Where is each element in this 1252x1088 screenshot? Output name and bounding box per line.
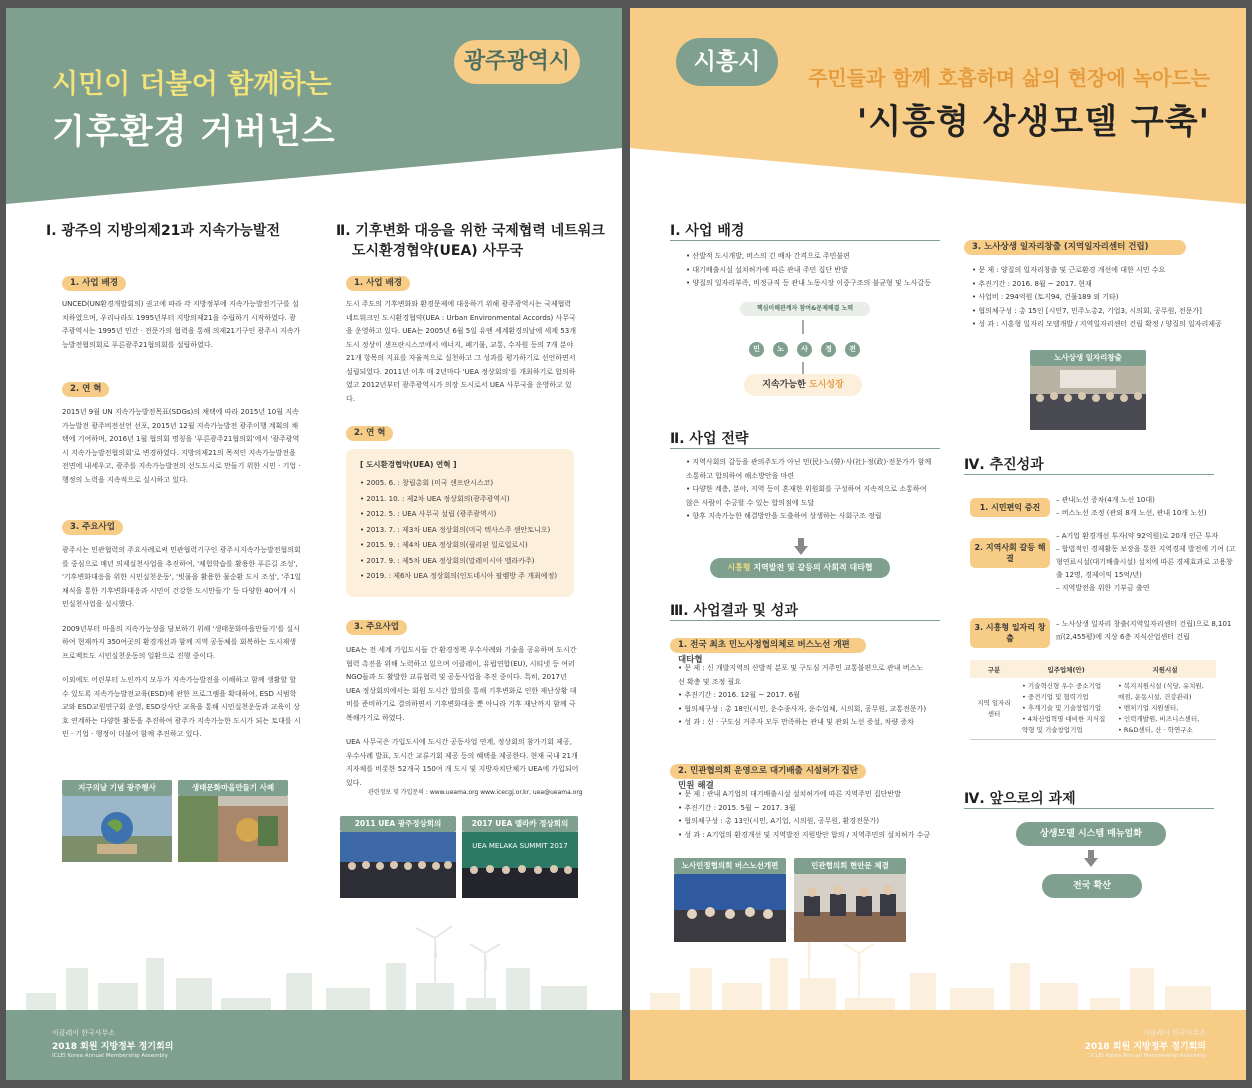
right-section4-title: Ⅳ. 추진성과 bbox=[964, 457, 1044, 473]
list-item: • 대기배출시설 설치허가에 따른 관내 주민 집단 반발 bbox=[686, 264, 956, 278]
photo-caption: 민관협의회 현안문 체결 bbox=[794, 858, 906, 874]
photo-uea-gwangju bbox=[340, 816, 456, 898]
table-header-tenants: 입주업체(안) bbox=[1018, 660, 1114, 678]
table-row-label: 지역 일자리 센터 bbox=[970, 678, 1018, 740]
job-center-table bbox=[970, 660, 1216, 740]
left-sec1-label-projects: 3. 주요사업 bbox=[62, 520, 123, 535]
left-sec1-para-projects bbox=[62, 544, 302, 753]
right-footer-event: 2018 회원 지방정부 정기회의 bbox=[1084, 1042, 1206, 1052]
left-footer-org: 이클레이 한국사무소 bbox=[52, 1029, 116, 1037]
future-task-pill-manual: 상생모델 시스템 매뉴얼화 bbox=[1016, 822, 1166, 846]
list-item: • R&D센터, 산 · 학연구소 bbox=[1118, 725, 1212, 736]
result-list-conflict bbox=[1056, 530, 1236, 595]
uea-contact-info: 관련정보 및 가입문의 : www.ueama.org www.icecgj.or.kr, uea@ueama.org bbox=[368, 789, 583, 796]
circle-min: 민 bbox=[749, 342, 764, 357]
melaka-banner-text: UEA MELAKA SUMMIT 2017 bbox=[472, 842, 568, 850]
list-item: • 문 제 : 관내 A기업의 대기배출시설 설치허가에 따른 지역주민 집단반발 bbox=[678, 788, 938, 802]
left-page bbox=[6, 8, 622, 1080]
left-sec2-label-projects: 3. 주요사업 bbox=[346, 620, 407, 635]
table-row bbox=[970, 678, 1216, 740]
diagram-stakeholder-pill: 핵심이해관계자 참여&문제해결 노력 bbox=[740, 302, 870, 316]
city-badge-siheung: 시흥시 bbox=[676, 38, 778, 86]
list-item: • 성 과 : 신 · 구도심 거주자 모두 만족하는 관내 및 관외 노선 증설, 차량 증차 bbox=[678, 716, 928, 730]
left-sec1-label-background: 1. 사업 배경 bbox=[62, 276, 126, 291]
list-item: • 추진기간 : 2015. 5월 ~ 2017. 3월 bbox=[678, 802, 938, 816]
list-item: • 2013. 7. : 제3차 UEA 정상회의(미국 텍사스주 샌안토니오) bbox=[360, 523, 560, 539]
uea-history-box bbox=[346, 449, 574, 597]
table-header-category: 구분 bbox=[970, 660, 1018, 678]
photo-caption: 노사상생 일자리창출 bbox=[1030, 350, 1146, 366]
photo-job-creation bbox=[1030, 350, 1146, 430]
photo-caption: 노사민정협의회 버스노선개편 bbox=[674, 858, 786, 874]
photo-caption: 2011 UEA 광주정상회의 bbox=[340, 816, 456, 832]
left-footer-event-en: ICLEI Korea Annual Membership Assembly bbox=[52, 1053, 168, 1059]
circle-jeong: 정 bbox=[821, 342, 836, 357]
arrow-down-icon bbox=[1084, 858, 1098, 867]
left-title-line1: 시민이 더불어 함께하는 bbox=[52, 69, 332, 100]
left-sec2-label-history: 2. 연 혁 bbox=[346, 426, 393, 441]
list-item: • 성 과 : 시흥형 일자리 모델개발 / 지역일자리센터 건립 확정 / 양질의 일자리제공 bbox=[972, 318, 1232, 332]
list-item: • 인력개발원, 비즈니스센터, bbox=[1118, 714, 1212, 725]
left-section2-title-line1: Ⅱ. 기후변화 대응을 위한 국제협력 네트워크 bbox=[336, 223, 605, 239]
left-sec2-para-background: 도시 주도의 기후변화와 환경문제에 대응하기 위해 광주광역시는 국제협력 네트워크인 도시환경협약(UEA : Urban Environmental Accords) 사무국을 운영하고 있다. UEA는 2005년 6월 5일 유엔 세계환경의날에 세계 53개 도시 정상이 샌프란시스코에서 에너지, 폐기물, 교통, 수자원 등의 7개 분야 21개 항목의 지표를 자율적으로 실천하고 그 성과를 평가하기로 선언하면서 설립되었다. 2011년 이후 매 2년마다 'UEA 정상회의'를 개최하기로 합의하였고 2012년부터 광주광역시가 의장 도시로서 UEA 사무국을 운영하고 있다. bbox=[346, 300, 576, 403]
list-item: – 노사상생 일자리 창출(지역일자리센터 건립)으로 8,101㎡(2,455평)에 지상 6층 지식산업센터 건립 bbox=[1056, 618, 1236, 644]
right-title-line2: '시흥형 상생모델 구축' bbox=[856, 102, 1210, 142]
left-sec1-label-history: 2. 연 혁 bbox=[62, 382, 109, 397]
strategy-result-text: 지역발전 및 갈등의 사회적 대타협 bbox=[750, 563, 873, 572]
future-task-pill-expansion: 전국 확산 bbox=[1042, 874, 1142, 898]
list-item: • 지역사회의 갈등을 관의주도가 아닌 민(民)·노(勞)·사(社)·정(政)·전문가가 함께 소통하고 합의하여 해소방안을 마련 bbox=[686, 456, 934, 483]
list-item: – 관내노선 증차(4개 노선 10대) bbox=[1056, 494, 1232, 507]
diagram-result-text: 지속가능한 bbox=[762, 380, 809, 390]
result-tag-convenience: 1. 시민편익 증진 bbox=[970, 498, 1050, 517]
photo-agreement bbox=[794, 858, 906, 942]
list-item: • 2015. 9. : 제4차 UEA 정상회의(필리핀 일로일로시) bbox=[360, 538, 560, 554]
right-sec3-item1-label: 1. 전국 최초 민노사정협의체로 버스노선 개편 대타협 bbox=[670, 638, 866, 653]
list-item: • 벤처기업 지원센터, bbox=[1118, 703, 1212, 714]
divider bbox=[670, 240, 940, 241]
list-item: • 2011. 10. : 제2차 UEA 정상회의(광주광역시) bbox=[360, 492, 560, 508]
left-sec1-para3c: 이외에도 어린부터 노인까지 모두가 지속가능발전을 이해하고 함께 생활할 할 수 있도록 지속가능발전교육(ESD)에 관한 프로그램을 확대하여, ESD 시범학교와 ESD교원연구회 운영, ESD강사단 교육을 통해 시민실천운동과 교육이 상호 연계하는 다양한 활동을 추진하여 광주가 지속가능한 도시가 되는 토대를 시민 · 기업 · 행정이 더불어 함께 추진하고 있다. bbox=[62, 676, 301, 738]
right-section2-title: Ⅱ. 사업 전략 bbox=[670, 431, 749, 447]
list-item: • 2012. 5. : UEA 사무국 설립 (광주광역시) bbox=[360, 507, 560, 523]
list-item: • 성 과 : A기업의 환경개선 및 지역발전 지원방안 합의 / 지역주민의 설치허가 수긍 bbox=[678, 829, 938, 843]
photo-eco-village bbox=[178, 780, 288, 862]
list-item: • 협의체구성 : 총 13인(시민, A기업, 시의원, 공무원, 환경전문가) bbox=[678, 815, 938, 829]
left-sec1-para3a: 광주시는 민관협력의 주요사례로써 민관협력기구인 광주시지속가능발전협의회를 중심으로 매년 의제실천사업을 추진하여, '체험학습를 활용한 푸른길 조성', '기후변화대응을 위한 시민실천운동', '빗물을 활용한 물순환 도시 조성', '주1일 채식을 통한 기후변화대응과 시민이 건강한 도시만들기' 등 다양한 40여개 시민실천사업을 실시했다. bbox=[62, 546, 302, 608]
right-sec3-item2-label: 2. 민관협의회 운영으로 대기배출 시설허가 집단민원 해결 bbox=[670, 764, 866, 779]
list-item: • 협의체구성 : 총 18인(시민, 운수종사자, 운수업체, 시의회, 공무원, 교통전문가) bbox=[678, 703, 928, 717]
left-section1-title: Ⅰ. 광주의 지방의제21과 지속가능발전 bbox=[46, 223, 280, 239]
right-sec3-item2-bullets bbox=[678, 788, 938, 842]
right-section3-title: Ⅲ. 사업결과 및 성과 bbox=[670, 603, 798, 619]
right-section1-title: Ⅰ. 사업 배경 bbox=[670, 223, 745, 239]
result-tag-conflict: 2. 지역사회 갈등 해결 bbox=[970, 538, 1050, 568]
list-item: • 추진기간 : 2016. 12월 ~ 2017. 6월 bbox=[678, 689, 928, 703]
city-badge-gwangju: 광주광역시 bbox=[454, 40, 580, 84]
table-cell-facilities bbox=[1114, 678, 1216, 740]
left-sec2-label-background: 1. 사업 배경 bbox=[346, 276, 410, 291]
uea-history-list bbox=[360, 476, 560, 585]
bus-route-photo-image bbox=[674, 874, 786, 942]
uea-history-heading: [ 도시환경협약(UEA) 연혁 ] bbox=[360, 460, 457, 469]
left-section2-title-line2: 도시환경협약(UEA) 사무국 bbox=[352, 243, 524, 259]
diagram-connector bbox=[802, 362, 804, 374]
table-cell-tenants bbox=[1018, 678, 1114, 740]
right-sec1-bullets bbox=[686, 250, 956, 291]
left-title-line2: 기후환경 거버넌스 bbox=[52, 112, 336, 152]
diagram-result-emphasis: 도시성장 bbox=[808, 380, 844, 390]
right-sec2-bullets bbox=[686, 456, 934, 524]
divider bbox=[964, 474, 1214, 475]
circle-sa: 사 bbox=[797, 342, 812, 357]
list-item: • 문 제 : 양질의 일자리창출 및 근로환경 개선에 대한 시민 수요 bbox=[972, 264, 1232, 278]
list-item: • 후계기술 및 기술창업기업 bbox=[1022, 703, 1110, 714]
left-sec1-para3b: 2009년부터 마을의 지속가능성을 담보하기 위해 '생태문화마을만들기'를 실시하여 현재까지 350여곳의 환경개선과 함께 지역 공동체를 회복하는 도시재생 프로젝트도 시민실천운동의 일환으로 진행 중이다. bbox=[62, 624, 300, 660]
list-item: • 2005. 6. : 창립총회 (미국 샌프란시스코) bbox=[360, 476, 560, 492]
result-list-jobs bbox=[1056, 618, 1236, 644]
list-item: • 협의체구성 : 총 15인 [시민7, 민주노총2, 기업3, 시의회, 공무원, 전문가] bbox=[972, 305, 1232, 319]
photo-earth-day bbox=[62, 780, 172, 862]
photo-caption: 생태문화마을만들기 사례 bbox=[178, 780, 288, 796]
right-section5-title: Ⅳ. 앞으로의 과제 bbox=[964, 791, 1076, 807]
divider bbox=[670, 448, 940, 449]
list-item: • 문 제 : 신 개발지역의 산발적 분포 및 구도심 거주민 교통불편으로 관내 버스노선 확충 및 조정 필요 bbox=[678, 662, 928, 689]
job-creation-photo-image bbox=[1030, 366, 1146, 430]
right-page bbox=[630, 8, 1246, 1080]
uea-gwangju-photo-image bbox=[340, 832, 456, 898]
left-sec2-para3a: UEA는 전 세계 가입도시들 간 환경정책 우수사례와 기술을 공유하며 도시간 협력 촉진을 위해 노력하고 있으며 이클레이, 유럽연합(EU), 시티넷 등 여러 NGO들과 도 활발한 교류협력 및 공동사업을 추진 중이다. 특히, 2017년 UEA 정상회의에서는 회원 도시간 합의를 통해 기후변화로 인한 재난상황 대비를 준비하기로 결의하면서 기후변화대응 뿐 아니라 기후 재난까지 함께 극복해가기로 하였다. bbox=[346, 646, 577, 722]
left-sec1-para-history: 2015년 9월 UN 지속가능발전목표(SDGs)의 채택에 따라 2015년 10월 지속가능발전 광주비전선언 선포, 2015년 12월 지속가능발전 광주이행 계획의 채택에 기여하며, 2016년 1월 협의회 명칭을 '푸른광주21협의회'에서 '광주광역시 지속가능발전협의회'로 변경하였다. 지방의제21의 목적인 지속가능발전을 전면에 내세우고, 광주를 지속가능발전의 선도도시로 만들기 위한 시민 · 기업 · 행정의 노력을 지속적으로 실시하고 있다. bbox=[62, 408, 301, 484]
right-footer-event-en: ICLEI Korea Annual Membership Assembly bbox=[1090, 1053, 1206, 1059]
list-item: – 지역발전을 위한 기부금 출연 bbox=[1056, 582, 1236, 595]
right-footer-org: 이클레이 한국사무소 bbox=[1142, 1029, 1206, 1037]
eco-village-photo-image bbox=[178, 796, 288, 862]
list-item: – A기업 환경개선 투자(약 92억원)로 20개 인근 투자 bbox=[1056, 530, 1236, 543]
list-item: • 2019. : 제6차 UEA 정상회의(인도네시아 팔렘방 주 개최예정) bbox=[360, 569, 560, 585]
right-sec3-item1-bullets bbox=[678, 662, 928, 730]
photo-bus-route bbox=[674, 858, 786, 942]
photo-caption: 지구의날 기념 광주행사 bbox=[62, 780, 172, 796]
list-item: – 합법적인 경제활동 보장을 통한 지역경제 발전에 기여 (고형연료시설(대기배출시설) 설치에 따른 경제효과로 고용창출 12명, 경제이익 15억/년) bbox=[1056, 543, 1236, 582]
list-item: • 4차산업혁명 대비한 지식집약형 및 기술창업기업 bbox=[1022, 714, 1110, 736]
strategy-result-emphasis: 시흥형 bbox=[727, 563, 751, 572]
photo-uea-melaka bbox=[462, 816, 578, 898]
left-footer-event: 2018 회원 지방정부 정기회의 bbox=[52, 1042, 174, 1052]
result-tag-jobs: 3. 시흥형 일자리 창출 bbox=[970, 618, 1050, 648]
right-title-line1: 주민들과 함께 호흡하며 삶의 현장에 녹아드는 bbox=[808, 66, 1210, 90]
list-item: • 사업비 : 294억원 (토지94, 건물189 외 기타) bbox=[972, 291, 1232, 305]
circle-no: 노 bbox=[773, 342, 788, 357]
photo-caption: 2017 UEA 멜라카 정상회의 bbox=[462, 816, 578, 832]
earth-day-photo-image bbox=[62, 796, 172, 862]
list-item: • 양질의 일자리부족, 비정규직 등 관내 노동시장 이중구조의 불균형 및 노사갈등 bbox=[686, 277, 956, 291]
divider bbox=[964, 808, 1214, 809]
arrow-down-icon bbox=[794, 546, 808, 555]
left-sec2-para3b: UEA 사무국은 가입도시에 도시간 공동사업 연계, 정상회의 참가기회 제공, 우수사례 발표, 도시간 교류기회 제공 등의 혜택을 제공한다. 현재 국내 21개 지자체를 비롯한 52개국 150여 개 도시 및 지방자치단체가 UEA에 가입되어 있다. bbox=[346, 738, 579, 787]
left-sec2-para-projects bbox=[346, 644, 580, 801]
result-list-convenience bbox=[1056, 494, 1232, 520]
right-sec3-item3-bullets bbox=[972, 264, 1232, 332]
divider bbox=[670, 620, 940, 621]
agreement-photo-image bbox=[794, 874, 906, 942]
diagram-connector bbox=[802, 320, 804, 334]
right-sec3-item3-label: 3. 노사상생 일자리창출 (지역일자리센터 건립) bbox=[964, 240, 1186, 255]
circle-jeon: 전 bbox=[845, 342, 860, 357]
left-sec1-para-background: UNCED(UN환경개발회의) 권고에 따라 각 지방정부에 지속가능발전기구를 설치하였으며, 우리나라도 1995년부터 지방의제21을 수립하기 시작하였다. 광주광역시는 1995년 민간 · 전문가의 협력을 통해 의제21기구인 광주시 지속가능발전협의회로 푸른광주21협의회를 설립하였다. bbox=[62, 300, 301, 349]
strategy-result-pill bbox=[710, 558, 890, 578]
list-item: • 산발적 도시개발, 버스의 긴 배차 간격으로 주민불편 bbox=[686, 250, 956, 264]
list-item: • 중견기업 및 협력기업 bbox=[1022, 692, 1110, 703]
arrow-stem bbox=[798, 538, 804, 546]
list-item: • 다양한 계층, 분야, 지역 등이 혼재한 위원회를 구성하여 지속적으로 소통하여 않은 사람이 수긍할 수 있는 합의점에 도달 bbox=[686, 483, 934, 510]
list-item: • 기술혁신형 우수 중소기업 bbox=[1022, 681, 1110, 692]
list-item: – 버스노선 조정 (관외 8개 노선, 관내 10개 노선) bbox=[1056, 507, 1232, 520]
table-header-facilities: 지원시설 bbox=[1114, 660, 1216, 678]
list-item: • 복지지원시설 (식당, 유치원, 매점, 운동시설, 건강관리) bbox=[1118, 681, 1212, 703]
uea-melaka-photo-image bbox=[462, 832, 578, 898]
arrow-stem bbox=[1088, 850, 1094, 858]
diagram-sustainable-growth bbox=[744, 374, 862, 396]
list-item: • 향후 지속가능한 해결방안을 도출하여 상생하는 사회구조 정립 bbox=[686, 510, 934, 524]
list-item: • 2017. 9. : 제5차 UEA 정상회의(말레이시아 멜라카주) bbox=[360, 554, 560, 570]
list-item: • 추진기간 : 2016. 8월 ~ 2017. 현재 bbox=[972, 278, 1232, 292]
